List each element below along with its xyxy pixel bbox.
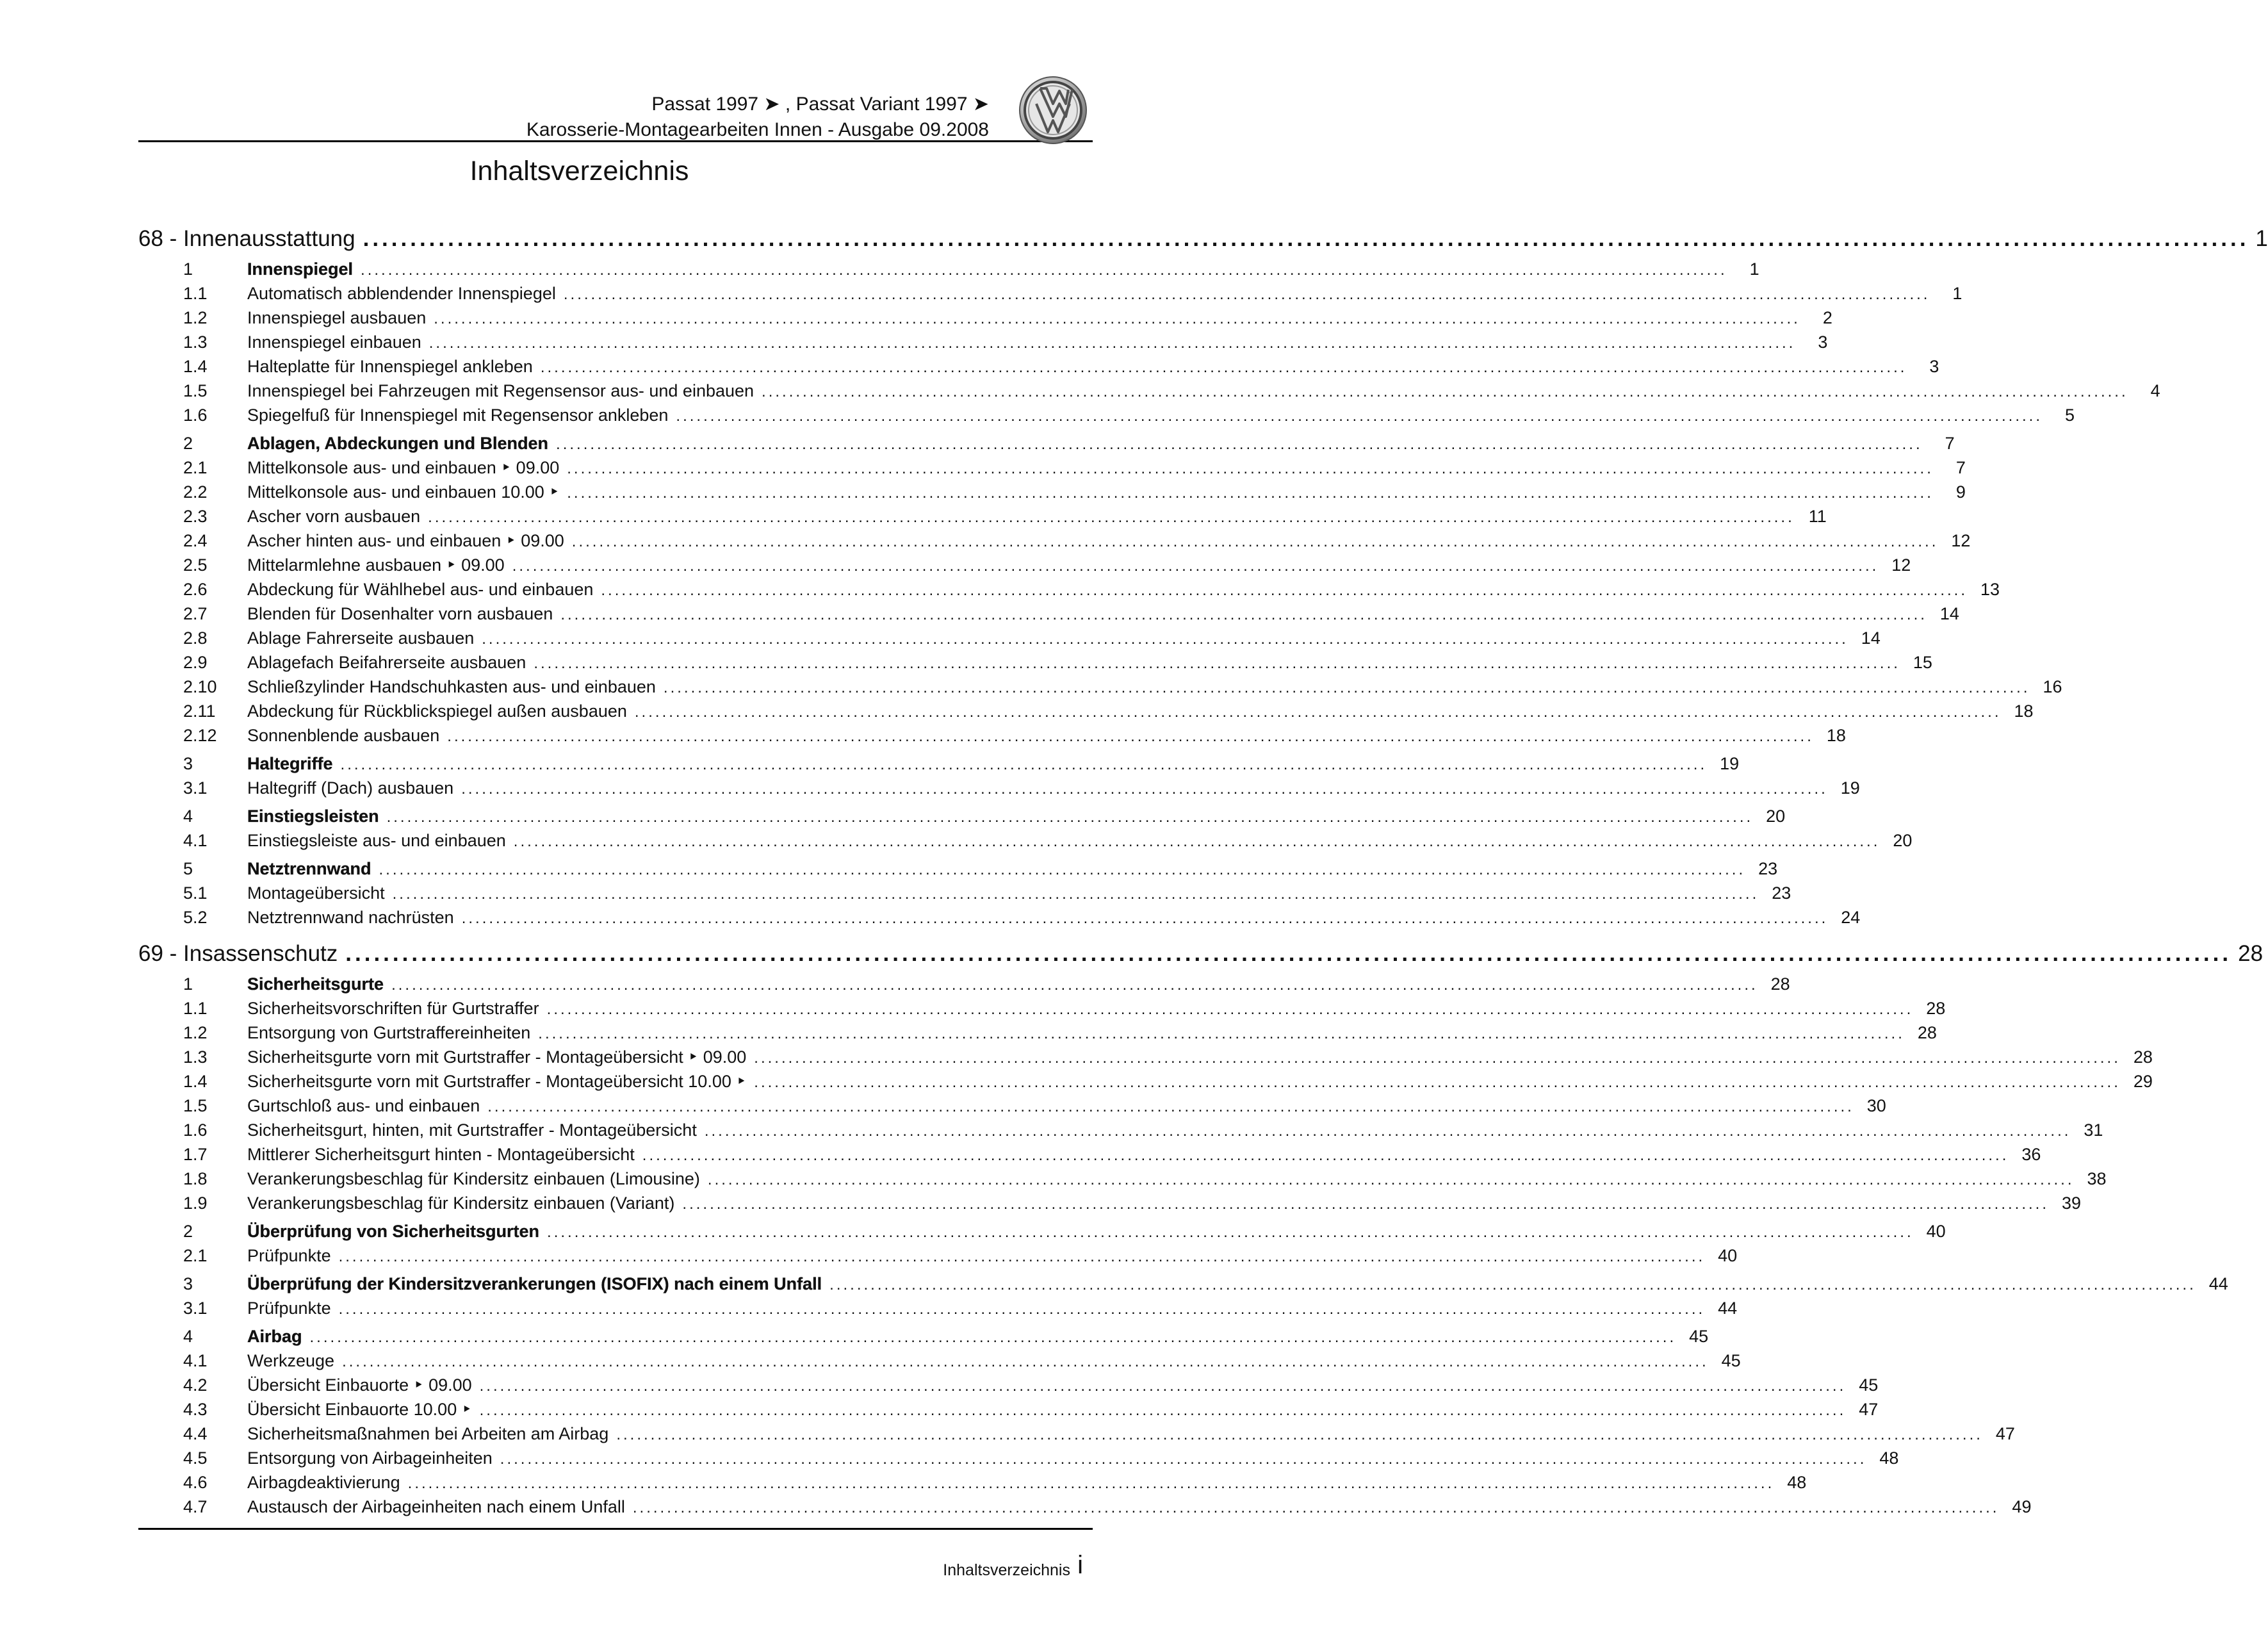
toc-subsection[interactable] xyxy=(138,701,2034,726)
toc-entry-title: Prüfpunkte xyxy=(247,1246,331,1265)
toc-entry-number: 1.4 xyxy=(183,1072,208,1091)
toc-page-number: 7 xyxy=(1955,458,1966,477)
dot-leader: ........................................................................................................................................................................................................ xyxy=(682,1195,2049,1213)
toc-entry-number: 5.1 xyxy=(183,883,208,903)
toc-entry-number: 4.4 xyxy=(183,1424,208,1443)
toc-subsection[interactable] xyxy=(138,1072,2153,1096)
toc-page-number: 1 xyxy=(1749,259,1759,279)
toc-entry-number: 2.5 xyxy=(183,555,208,575)
toc-page-number: 48 xyxy=(1787,1473,1807,1492)
dot-leader: ........................................................................................................................................................................................................ xyxy=(428,509,1795,526)
toc-subsection[interactable] xyxy=(138,1193,2081,1218)
header-divider xyxy=(138,140,1093,142)
toc-entry-title: Werkzeuge xyxy=(247,1351,335,1370)
page-header xyxy=(0,0,1159,147)
dot-leader: ........................................................................................................................................................................................................ xyxy=(392,885,1759,903)
dot-leader: ........................................................................................................................................................................................................ xyxy=(762,383,2128,400)
toc-entry-number: 3.1 xyxy=(183,778,208,798)
toc-entry-title: Ablagen, Abdeckungen und Blenden xyxy=(247,434,549,453)
toc-page-number: 19 xyxy=(1840,778,1860,798)
toc-entry-number: 3 xyxy=(183,1274,193,1293)
dot-leader: ........................................................................................................................................................................................................ xyxy=(345,941,2232,966)
toc-subsection[interactable] xyxy=(138,381,2160,406)
toc-entry-number: 5 xyxy=(183,859,193,878)
toc-entry-title: Automatisch abblendender Innenspiegel xyxy=(247,284,556,303)
footer-label: Inhaltsverzeichnis xyxy=(943,1561,1070,1579)
toc-entry-number: 2.2 xyxy=(183,482,208,502)
toc-entry-title: Übersicht Einbauorte ‣ 09.00 xyxy=(247,1375,472,1395)
toc-subsection[interactable] xyxy=(138,628,1880,653)
toc-subsection[interactable] xyxy=(138,458,1966,482)
toc-page-number: 28 xyxy=(1926,999,1946,1018)
toc-section[interactable] xyxy=(138,807,1786,831)
toc-entry-title: Sicherheitsgurte vorn mit Gurtstraffer - Montageübersicht ‣ 09.00 xyxy=(247,1047,747,1067)
toc-entry-title: Verankerungsbeschlag für Kindersitz einbauen (Variant) xyxy=(247,1193,675,1213)
toc-entry-number: 4 xyxy=(183,1327,193,1346)
toc-entry-title: Sicherheitsgurt, hinten, mit Gurtstraffer - Montageübersicht xyxy=(247,1120,697,1140)
toc-entry-title: Ascher hinten aus- und einbauen ‣ 09.00 xyxy=(247,531,564,550)
toc-page-number: 12 xyxy=(1891,555,1911,575)
toc-entry-title: Sonnenblende ausbauen xyxy=(247,726,440,745)
toc-entry-number: 2.11 xyxy=(183,701,216,721)
toc-subsection[interactable] xyxy=(138,1400,1879,1424)
toc-page-number: 18 xyxy=(1826,726,1846,745)
toc-entry-title: 68 - Innenausstattung xyxy=(138,226,355,251)
toc-page-number: 20 xyxy=(1893,831,1913,850)
dot-leader: ........................................................................................................................................................................................................ xyxy=(500,1450,1867,1468)
toc-section[interactable] xyxy=(138,259,1759,284)
toc-entry-number: 1.3 xyxy=(183,332,208,352)
toc-entry-number: 4 xyxy=(183,807,193,826)
dot-leader: ........................................................................................................................................................................................................ xyxy=(540,359,1907,376)
dot-leader: ........................................................................................................................................................................................................ xyxy=(482,630,1848,648)
toc-subsection[interactable] xyxy=(138,1047,2153,1072)
toc-subsection[interactable] xyxy=(138,1246,1738,1270)
toc-page-number: 47 xyxy=(1859,1400,1879,1419)
dot-leader: ........................................................................................................................................................................................................ xyxy=(707,1171,2075,1188)
toc-entry-number: 2.7 xyxy=(183,604,208,623)
toc-entry-title: Montageübersicht xyxy=(247,883,385,903)
toc-entry-number: 1.1 xyxy=(183,284,208,303)
dot-leader: ........................................................................................................................................................................................................ xyxy=(538,1025,1905,1042)
toc-entry-title: Ablagefach Beifahrerseite ausbauen xyxy=(247,653,526,672)
toc-entry-number: 1.1 xyxy=(183,999,208,1018)
toc-entry-title: Mittelkonsole aus- und einbauen 10.00 ‣ xyxy=(247,482,560,502)
toc-page-number: 39 xyxy=(2061,1193,2081,1213)
toc-page-number: 2 xyxy=(1822,308,1832,327)
dot-leader: ........................................................................................................................................................................................................ xyxy=(571,533,1939,550)
dot-leader: ........................................................................................................................................................................................................ xyxy=(634,703,2002,721)
toc-subsection[interactable] xyxy=(138,406,2075,430)
toc-entry-number: 2 xyxy=(183,434,193,453)
toc-page-number: 4 xyxy=(2150,381,2160,400)
dot-leader: ........................................................................................................................................................................................................ xyxy=(534,655,1900,672)
dot-leader: ........................................................................................................................................................................................................ xyxy=(379,861,1746,878)
toc-subsection[interactable] xyxy=(138,677,2062,701)
toc-subsection[interactable] xyxy=(138,999,1946,1023)
toc-entry-title: Innenspiegel einbauen xyxy=(247,332,421,352)
dot-leader: ........................................................................................................................................................................................................ xyxy=(479,1377,1847,1395)
toc-entry-title: Spiegelfuß für Innenspiegel mit Regensensor ankleben xyxy=(247,406,669,425)
toc-subsection[interactable] xyxy=(138,1375,1879,1400)
toc-entry-number: 1.6 xyxy=(183,406,208,425)
toc-subsection[interactable] xyxy=(138,1424,2015,1448)
toc-entry-number: 1.5 xyxy=(183,381,208,400)
toc-entry-number: 2.9 xyxy=(183,653,208,672)
toc-page-number: 20 xyxy=(1766,807,1786,826)
toc-entry-number: 2 xyxy=(183,1222,193,1241)
toc-subsection[interactable] xyxy=(138,308,1832,332)
toc-page-number: 45 xyxy=(1689,1327,1709,1346)
toc-entry-title: Haltegriff (Dach) ausbauen xyxy=(247,778,454,798)
toc-page-number: 24 xyxy=(1841,908,1861,927)
toc-entry-number: 1.8 xyxy=(183,1169,208,1188)
toc-page-number: 29 xyxy=(2133,1072,2153,1091)
dot-leader: ........................................................................................................................................................................................................ xyxy=(361,261,1727,279)
toc-page-number: 44 xyxy=(2208,1274,2228,1293)
dot-leader: ........................................................................................................................................................................................................ xyxy=(338,1300,1706,1318)
toc-subsection[interactable] xyxy=(138,653,1932,677)
toc-entry-title: Überprüfung der Kindersitzverankerungen (ISOFIX) nach einem Unfall xyxy=(247,1274,822,1293)
toc-chapter[interactable] xyxy=(138,226,2268,259)
table-of-contents xyxy=(138,221,2268,1521)
toc-section[interactable] xyxy=(138,1222,1946,1246)
toc-entry-title: Haltegriffe xyxy=(247,754,333,773)
toc-page-number: 3 xyxy=(1818,332,1828,352)
toc-subsection[interactable] xyxy=(138,831,1913,855)
toc-entry-title: Sicherheitsvorschriften für Gurtstraffer xyxy=(247,999,539,1018)
toc-subsection[interactable] xyxy=(138,1145,2041,1169)
toc-entry-number: 2.10 xyxy=(183,677,217,696)
toc-page-number: 14 xyxy=(1861,628,1880,648)
toc-entry-title: Einstiegsleisten xyxy=(247,807,379,826)
dot-leader: ........................................................................................................................................................................................................ xyxy=(428,334,1796,352)
toc-entry-number: 3 xyxy=(183,754,193,773)
toc-entry-title: Airbag xyxy=(247,1327,302,1346)
dot-leader: ........................................................................................................................................................................................................ xyxy=(447,728,1814,745)
toc-entry-number: 1.9 xyxy=(183,1193,208,1213)
toc-page-number: 23 xyxy=(1758,859,1778,878)
dot-leader: ........................................................................................................................................................................................................ xyxy=(601,582,1968,599)
toc-page-number: 11 xyxy=(1808,507,1827,526)
dot-leader: ........................................................................................................................................................................................................ xyxy=(704,1122,2071,1140)
toc-entry-number: 4.6 xyxy=(183,1473,208,1492)
toc-page-number: 5 xyxy=(2064,406,2075,425)
toc-entry-number: 1 xyxy=(183,974,193,994)
dot-leader: ........................................................................................................................................................................................................ xyxy=(556,436,1923,453)
dot-leader: ........................................................................................................................................................................................................ xyxy=(567,484,1934,502)
toc-entry-title: Blenden für Dosenhalter vorn ausbauen xyxy=(247,604,553,623)
toc-section[interactable] xyxy=(138,1327,1709,1351)
toc-page-number: 15 xyxy=(1913,653,1932,672)
toc-entry-title: Prüfpunkte xyxy=(247,1299,331,1318)
toc-entry-title: Sicherheitsmaßnahmen bei Arbeiten am Airbag xyxy=(247,1424,609,1443)
toc-entry-title: Gurtschloß aus- und einbauen xyxy=(247,1096,480,1115)
header-manual-line: Karosserie-Montagearbeiten Innen - Ausgabe 09.2008 xyxy=(526,119,989,140)
toc-entry-title: Sicherheitsgurte xyxy=(247,974,384,994)
toc-section[interactable] xyxy=(138,859,1778,883)
toc-entry-title: Innenspiegel ausbauen xyxy=(247,308,427,327)
dot-leader: ........................................................................................................................................................................................................ xyxy=(434,310,1800,327)
toc-subsection[interactable] xyxy=(138,883,1791,908)
footer-page-number: i xyxy=(1077,1551,1083,1579)
toc-subsection[interactable] xyxy=(138,507,1827,531)
toc-entry-title: Ascher vorn ausbauen xyxy=(247,507,421,526)
toc-page-number: 7 xyxy=(1945,434,1955,453)
dot-leader: ........................................................................................................................................................................................................ xyxy=(563,286,1930,303)
toc-entry-title: Übersicht Einbauorte 10.00 ‣ xyxy=(247,1400,472,1419)
dot-leader: ........................................................................................................................................................................................................ xyxy=(616,1426,1983,1443)
toc-page-number: 44 xyxy=(1718,1299,1738,1318)
toc-entry-title: Einstiegsleiste aus- und einbauen xyxy=(247,831,506,850)
toc-entry-title: Halteplatte für Innenspiegel ankleben xyxy=(247,357,533,376)
toc-entry-title: Mittelkonsole aus- und einbauen ‣ 09.00 xyxy=(247,458,560,477)
toc-page-number: 48 xyxy=(1879,1448,1899,1468)
toc-subsection[interactable] xyxy=(138,332,1828,357)
dot-leader: ........................................................................................................................................................................................................ xyxy=(546,1001,1914,1018)
toc-subsection[interactable] xyxy=(138,555,1911,580)
toc-entry-title: Innenspiegel xyxy=(247,259,354,279)
dot-leader: ........................................................................................................................................................................................................ xyxy=(567,460,1934,477)
toc-page-number: 19 xyxy=(1720,754,1740,773)
dot-leader: ........................................................................................................................................................................................................ xyxy=(461,780,1828,798)
dot-leader: ........................................................................................................................................................................................................ xyxy=(754,1074,2121,1091)
dot-leader: ........................................................................................................................................................................................................ xyxy=(632,1499,2000,1516)
toc-entry-number: 1.2 xyxy=(183,1023,208,1042)
toc-entry-title: Schließzylinder Handschuhkasten aus- und einbauen xyxy=(247,677,656,696)
toc-entry-number: 5.2 xyxy=(183,908,208,927)
toc-page-number: 3 xyxy=(1929,357,1939,376)
toc-entry-number: 2.6 xyxy=(183,580,208,599)
toc-entry-number: 4.7 xyxy=(183,1497,208,1516)
toc-section[interactable] xyxy=(138,754,1740,778)
toc-subsection[interactable] xyxy=(138,604,1959,628)
toc-entry-title: Austausch der Airbageinheiten nach einem Unfall xyxy=(247,1497,625,1516)
toc-page-number: 36 xyxy=(2021,1145,2041,1164)
toc-entry-number: 1.3 xyxy=(183,1047,208,1067)
toc-page-number: 12 xyxy=(1951,531,1971,550)
dot-leader: ........................................................................................................................................................................................................ xyxy=(676,407,2043,425)
dot-leader: ........................................................................................................................................................................................................ xyxy=(547,1224,1914,1241)
toc-entry-number: 4.5 xyxy=(183,1448,208,1468)
dot-leader: ........................................................................................................................................................................................................ xyxy=(754,1049,2121,1067)
dot-leader: ........................................................................................................................................................................................................ xyxy=(663,679,2030,696)
dot-leader: ........................................................................................................................................................................................................ xyxy=(560,606,1927,623)
toc-entry-title: Innenspiegel bei Fahrzeugen mit Regensensor aus- und einbauen xyxy=(247,381,755,400)
toc-subsection[interactable] xyxy=(138,1299,1738,1323)
toc-page-number: 40 xyxy=(1718,1246,1738,1265)
toc-page-number: 28 xyxy=(1917,1023,1937,1042)
toc-page-number: 16 xyxy=(2043,677,2062,696)
vw-logo-icon xyxy=(1018,76,1088,145)
toc-page-number: 13 xyxy=(1980,580,2000,599)
toc-subsection[interactable] xyxy=(138,1120,2103,1145)
toc-page-number: 28 xyxy=(2238,941,2264,966)
toc-subsection[interactable] xyxy=(138,1473,1807,1497)
toc-page-number: 9 xyxy=(1955,482,1966,502)
toc-chapter[interactable] xyxy=(138,941,2264,974)
dot-leader: ........................................................................................................................................................................................................ xyxy=(487,1098,1854,1115)
toc-entry-title: Netztrennwand xyxy=(247,859,371,878)
toc-entry-number: 1.5 xyxy=(183,1096,208,1115)
dot-leader: ........................................................................................................................................................................................................ xyxy=(479,1402,1847,1419)
dot-leader: ........................................................................................................................................................................................................ xyxy=(340,756,1708,773)
toc-page-number: 23 xyxy=(1772,883,1791,903)
dot-leader: ........................................................................................................................................................................................................ xyxy=(407,1475,1775,1492)
toc-subsection[interactable] xyxy=(138,778,1860,803)
toc-subsection[interactable] xyxy=(138,908,1861,932)
toc-page-number: 1 xyxy=(1952,284,1962,303)
toc-page-number: 14 xyxy=(1939,604,1959,623)
toc-entry-number: 2.3 xyxy=(183,507,208,526)
footer-divider xyxy=(138,1528,1093,1530)
toc-section[interactable] xyxy=(138,1274,2228,1299)
dot-leader: ........................................................................................................................................................................................................ xyxy=(461,910,1829,927)
dot-leader: ........................................................................................................................................................................................................ xyxy=(386,808,1754,826)
dot-leader: ........................................................................................................................................................................................................ xyxy=(512,557,1879,575)
dot-leader: ........................................................................................................................................................................................................ xyxy=(829,1276,2196,1293)
toc-entry-title: Abdeckung für Wählhebel aus- und einbauen xyxy=(247,580,594,599)
toc-entry-number: 1.2 xyxy=(183,308,208,327)
toc-entry-number: 1.6 xyxy=(183,1120,208,1140)
toc-page-number: 1 xyxy=(2255,226,2268,251)
toc-entry-number: 3.1 xyxy=(183,1299,208,1318)
toc-page-number: 30 xyxy=(1866,1096,1886,1115)
toc-entry-number: 4.1 xyxy=(183,831,208,850)
toc-entry-number: 2.4 xyxy=(183,531,208,550)
toc-entry-title: 69 - Insassenschutz xyxy=(138,941,338,966)
toc-subsection[interactable] xyxy=(138,1169,2107,1193)
toc-page-number: 31 xyxy=(2084,1120,2103,1140)
toc-entry-title: Überprüfung von Sicherheitsgurten xyxy=(247,1222,540,1241)
toc-subsection[interactable] xyxy=(138,726,1846,750)
toc-entry-title: Entsorgung von Gurtstraffereinheiten xyxy=(247,1023,531,1042)
toc-entry-number: 4.1 xyxy=(183,1351,208,1370)
toc-page-number: 40 xyxy=(1926,1222,1946,1241)
toc-subsection[interactable] xyxy=(138,1351,1741,1375)
header-model-line: Passat 1997 ➤ , Passat Variant 1997 ➤ xyxy=(651,94,989,115)
toc-subsection[interactable] xyxy=(138,357,1939,381)
toc-entry-number: 1.7 xyxy=(183,1145,208,1164)
toc-page-number: 45 xyxy=(1721,1351,1741,1370)
toc-page-number: 47 xyxy=(1995,1424,2015,1443)
toc-subsection[interactable] xyxy=(138,1023,1937,1047)
toc-subsection[interactable] xyxy=(138,482,1966,507)
toc-entry-title: Netztrennwand nachrüsten xyxy=(247,908,454,927)
toc-section[interactable] xyxy=(138,434,1955,458)
toc-page-number: 28 xyxy=(2133,1047,2153,1067)
toc-entry-title: Abdeckung für Rückblickspiegel außen ausbauen xyxy=(247,701,627,721)
toc-subsection[interactable] xyxy=(138,284,1962,308)
dot-leader: ........................................................................................................................................................................................................ xyxy=(363,226,2249,251)
toc-section[interactable] xyxy=(138,974,1790,999)
page-title: Inhaltsverzeichnis xyxy=(469,156,689,186)
toc-entry-number: 1 xyxy=(183,259,193,279)
toc-page-number: 49 xyxy=(2012,1497,2032,1516)
dot-leader: ........................................................................................................................................................................................................ xyxy=(338,1248,1706,1265)
toc-page-number: 38 xyxy=(2087,1169,2107,1188)
toc-page-number: 28 xyxy=(1770,974,1790,994)
toc-page-number: 18 xyxy=(2014,701,2034,721)
toc-subsection[interactable] xyxy=(138,580,2000,604)
toc-entry-number: 2.1 xyxy=(183,458,208,477)
dot-leader: ........................................................................................................................................................................................................ xyxy=(642,1147,2009,1164)
toc-entry-number: 4.3 xyxy=(183,1400,208,1419)
dot-leader: ........................................................................................................................................................................................................ xyxy=(391,976,1758,994)
toc-entry-number: 2.8 xyxy=(183,628,208,648)
dot-leader: ........................................................................................................................................................................................................ xyxy=(309,1329,1677,1346)
toc-entry-number: 1.4 xyxy=(183,357,208,376)
toc-entry-title: Sicherheitsgurte vorn mit Gurtstraffer - Montageübersicht 10.00 ‣ xyxy=(247,1072,747,1091)
dot-leader: ........................................................................................................................................................................................................ xyxy=(513,833,1880,850)
dot-leader: ........................................................................................................................................................................................................ xyxy=(342,1353,1709,1370)
toc-entry-number: 4.2 xyxy=(183,1375,208,1395)
toc-subsection[interactable] xyxy=(138,1448,1899,1473)
toc-entry-title: Entsorgung von Airbageinheiten xyxy=(247,1448,493,1468)
toc-subsection[interactable] xyxy=(138,1096,1886,1120)
toc-page-number: 45 xyxy=(1859,1375,1879,1395)
toc-subsection[interactable] xyxy=(138,1497,2032,1521)
toc-entry-title: Mittlerer Sicherheitsgurt hinten - Montageübersicht xyxy=(247,1145,635,1164)
toc-entry-title: Ablage Fahrerseite ausbauen xyxy=(247,628,475,648)
toc-entry-title: Verankerungsbeschlag für Kindersitz einbauen (Limousine) xyxy=(247,1169,700,1188)
toc-entry-title: Mittelarmlehne ausbauen ‣ 09.00 xyxy=(247,555,505,575)
toc-entry-number: 2.1 xyxy=(183,1246,208,1265)
toc-entry-title: Airbagdeaktivierung xyxy=(247,1473,400,1492)
toc-entry-number: 2.12 xyxy=(183,726,217,745)
toc-subsection[interactable] xyxy=(138,531,1971,555)
